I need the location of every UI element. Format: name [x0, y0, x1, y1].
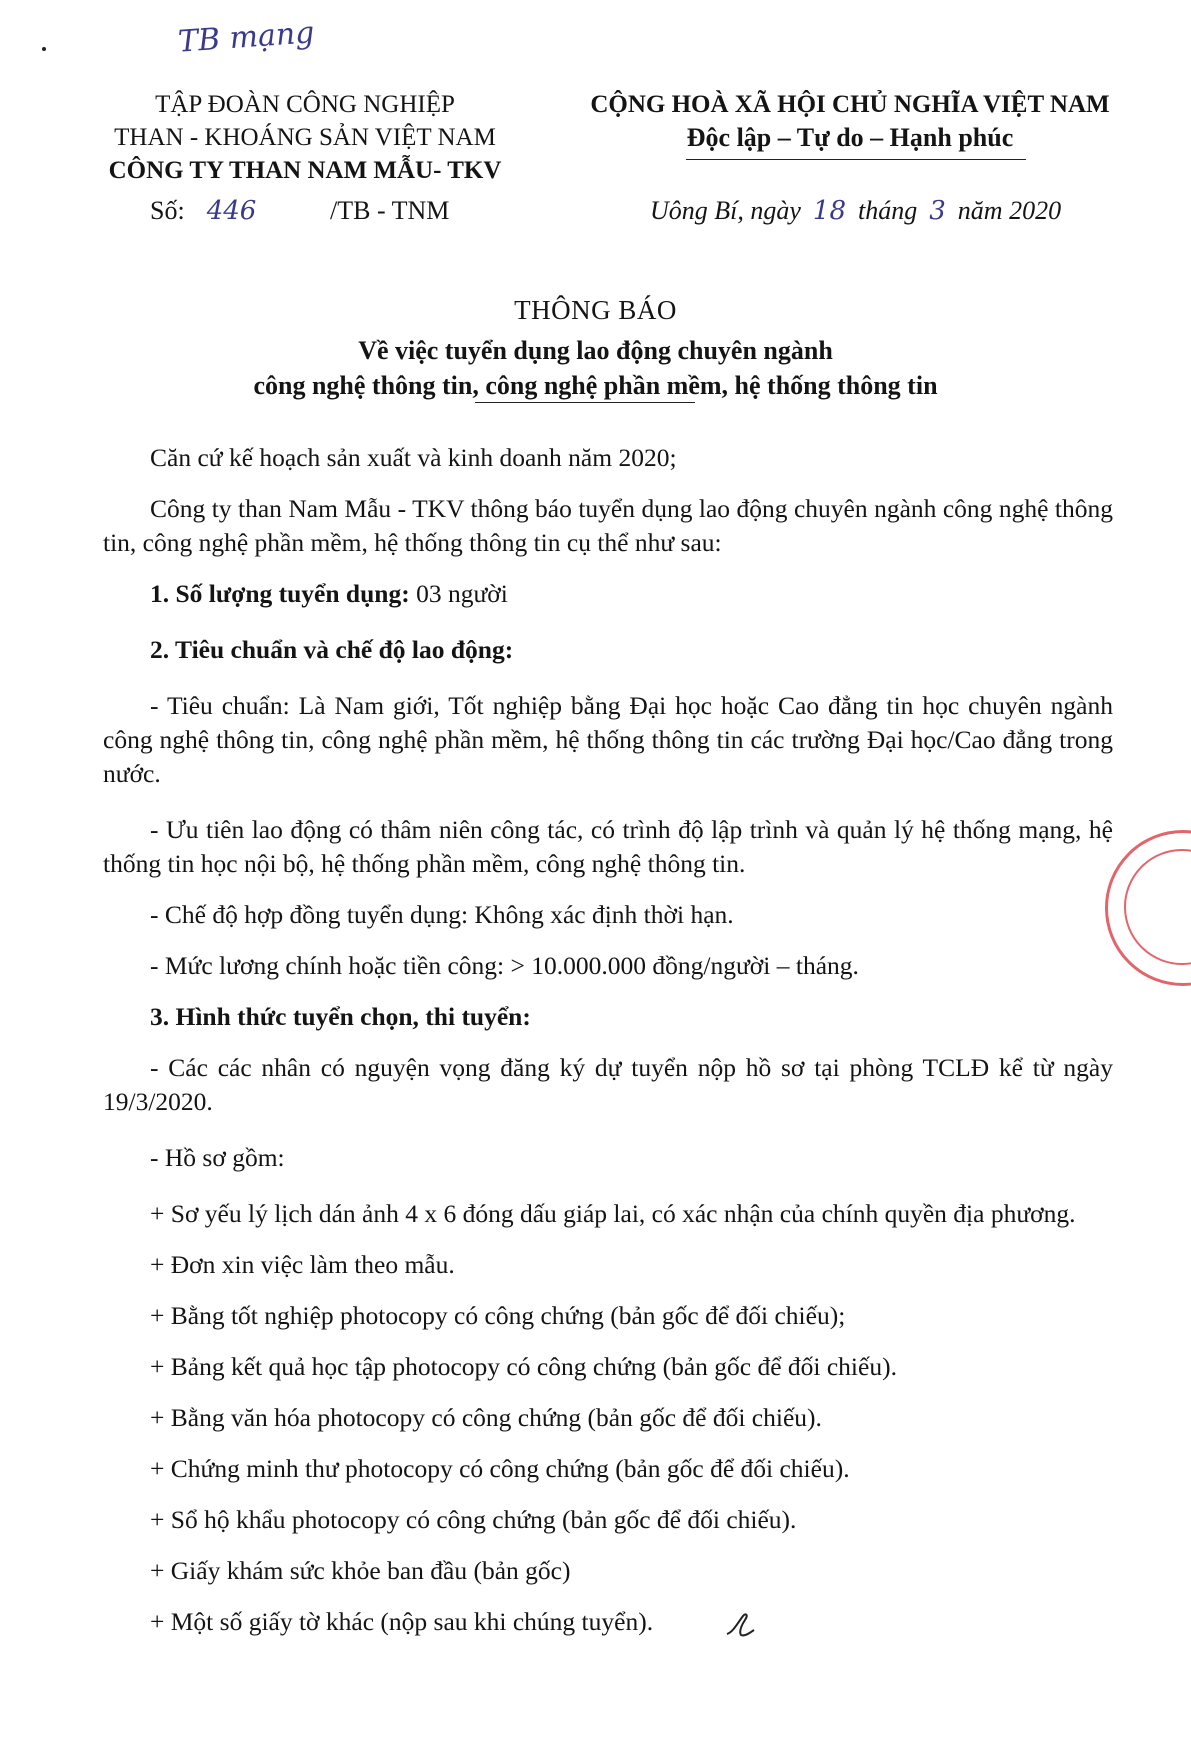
title-underline: [475, 402, 695, 403]
intro-announcement: Công ty than Nam Mẫu - TKV thông báo tuyển dụng lao động chuyên ngành công nghệ thông tin, công nghệ phần mềm, hệ thống thông tin cụ thể như sau:: [103, 494, 1113, 557]
subtitle-line-1: Về việc tuyển dụng lao động chuyên ngành: [358, 336, 833, 365]
scan-speck: [42, 47, 46, 51]
section-standards-heading: 2. Tiêu chuẩn và chế độ lao động:: [150, 635, 514, 664]
selection-item: - Hồ sơ gồm:: [150, 1143, 285, 1172]
initial-signature: [723, 1610, 757, 1640]
subtitle-line-2: công nghệ thông tin, công nghệ phần mềm, hệ thống thông tin: [253, 371, 938, 400]
dossier-item: + Sơ yếu lý lịch dán ảnh 4 x 6 đóng dấu giáp lai, có xác nhận của chính quyền địa phương.: [150, 1199, 1076, 1228]
dossier-item: + Bằng tốt nghiệp photocopy có công chứng (bản gốc để đối chiếu);: [150, 1301, 846, 1330]
dossier-item: + Giấy khám sức khỏe ban đầu (bản gốc): [150, 1556, 571, 1585]
dossier-item: + Sổ hộ khẩu photocopy có công chứng (bản gốc để đối chiếu).: [150, 1505, 797, 1534]
issuer-line-2: THAN - KHOÁNG SẢN VIỆT NAM: [114, 124, 496, 151]
document-number-label: Số:: [150, 196, 185, 225]
issuer-company: CÔNG TY THAN NAM MẪU- TKV: [108, 157, 502, 184]
section-quantity: [103, 577, 1113, 611]
issue-year: năm 2020: [957, 196, 1062, 225]
handwritten-note: TB mạng: [176, 15, 316, 60]
national-title: CỘNG HOÀ XÃ HỘI CHỦ NGHĨA VIỆT NAM: [590, 91, 1110, 118]
selection-item: - Các các nhân có nguyện vọng đăng ký dự tuyển nộp hồ sơ tại phòng TCLĐ kể từ ngày 19/3/2020.: [103, 1053, 1113, 1116]
standards-item: - Mức lương chính hoặc tiền công: > 10.000.000 đồng/người – tháng.: [150, 951, 859, 980]
document-number-suffix: /TB - TNM: [330, 196, 450, 225]
issue-date: [650, 196, 1061, 226]
document-number-value: 446: [206, 196, 257, 226]
dossier-item: + Chứng minh thư photocopy có công chứng (bản gốc để đối chiếu).: [150, 1454, 850, 1483]
document-subtitle: [0, 333, 1191, 403]
standards-item: - Ưu tiên lao động có thâm niên công tác, có trình độ lập trình và quản lý hệ thống mạng, hệ thống tin học nội bộ, hệ thống phần mềm, công nghệ thông tin.: [103, 815, 1113, 878]
section-selection-heading: 3. Hình thức tuyển chọn, thi tuyển:: [150, 1002, 531, 1031]
dossier-item: + Bằng văn hóa photocopy có công chứng (bản gốc để đối chiếu).: [150, 1403, 822, 1432]
national-motto: Độc lập – Tự do – Hạnh phúc: [686, 123, 1014, 152]
issue-place: Uông Bí, ngày: [650, 196, 801, 225]
document-body: [103, 441, 1113, 1639]
dossier-item: + Một số giấy tờ khác (nộp sau khi chúng tuyển).: [150, 1607, 654, 1636]
standards-item: - Chế độ hợp đồng tuyển dụng: Không xác định thời hạn.: [150, 900, 734, 929]
motto-underline: [686, 159, 1026, 160]
intro-basis: Căn cứ kế hoạch sản xuất và kinh doanh năm 2020;: [150, 443, 677, 472]
issue-month: 3: [929, 196, 946, 226]
national-header: [575, 88, 1125, 154]
section-quantity-value: 03 người: [409, 579, 508, 608]
issuer-header: [95, 88, 515, 187]
issue-day: 18: [812, 196, 847, 226]
red-seal-stamp: [1105, 830, 1191, 986]
dossier-item: + Bảng kết quả học tập photocopy có công chứng (bản gốc để đối chiếu).: [150, 1352, 897, 1381]
document-title: THÔNG BÁO: [514, 295, 677, 325]
document-number: [150, 196, 450, 226]
issuer-line-1: TẬP ĐOÀN CÔNG NGHIỆP: [155, 91, 455, 118]
section-quantity-heading: 1. Số lượng tuyển dụng:: [150, 579, 410, 608]
dossier-item: + Đơn xin việc làm theo mẫu.: [150, 1250, 455, 1279]
issue-month-label: tháng: [858, 196, 918, 225]
standards-item: - Tiêu chuẩn: Là Nam giới, Tốt nghiệp bằng Đại học hoặc Cao đẳng tin học chuyên ngành công nghệ thông tin, công nghệ phần mềm, hệ thống thông tin các trường Đại học/Cao đẳng trong nước.: [103, 691, 1113, 788]
